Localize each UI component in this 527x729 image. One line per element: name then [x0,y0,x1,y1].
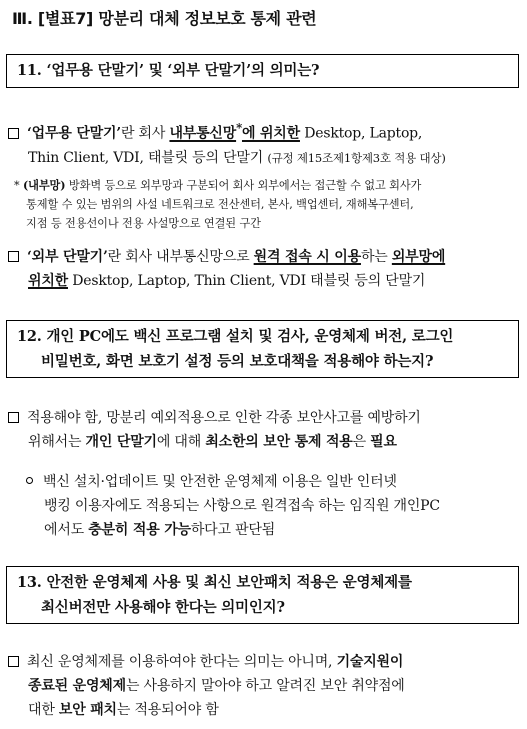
page-title: Ⅲ. [별표7] 망분리 대체 정보보호 통제 관련 [12,9,317,28]
checkbox-icon [8,128,19,139]
checkbox-icon [8,251,19,262]
checkbox-icon [8,412,19,423]
answer-13: 최신 운영체제를 이용하여야 한다는 의미는 아니며, 기술지원이 종료된 운영체제는 사용하지 말아야 하고 알려진 보안 취약점에 대한 보안 패치는 적용되어야 함 [8,650,405,722]
answer-12: 적용해야 함, 망분리 예외적용으로 인한 각종 보안사고를 예방하기 위해서는 개인 단말기에 대해 최소한의 보안 통제 적용은 필요 [8,406,421,454]
question-12: 12. 개인 PC에도 백신 프로그램 설치 및 검사, 운영체제 버전, 로그인 비밀번호, 화면 보호기 설정 등의 보호대책을 적용해야 하는지? [17,328,454,370]
answer-11-item-1: ‘업무용 단말기’란 회사 내부통신망*에 위치한 Desktop, Laptop, Thin Client, VDI, 태블릿 등의 단말기 (규정 제15조제1항제3호 적용 대상) [8,116,446,170]
question-12-box [6,320,519,378]
question-11: 11. ‘업무용 단말기’ 및 ‘외부 단말기’의 의미는? [17,62,320,79]
question-11-box [6,54,519,88]
answer-11-item-2: ‘외부 단말기’란 회사 내부통신망으로 원격 접속 시 이용하는 외부망에 위치한 Desktop, Laptop, Thin Client, VDI 태블릿 등의 단말기 [8,245,445,293]
question-13: 13. 안전한 운영체제 사용 및 최신 보안패치 적용은 운영체제를 최신버전만 사용해야 한다는 의미인지? [17,574,412,616]
circle-bullet-icon [26,477,33,484]
footnote-internal-network: * (내부망) 방화벽 등으로 외부망과 구분되어 회사 외부에서는 접근할 수 없고 회사가 통제할 수 있는 범위의 사설 네트워크로 전산센터, 본사, 백업센터, 재해복구센터, 지점 등 전용선이나 전용 사설망으로 연결된 구간 [14,178,422,230]
checkbox-icon [8,656,19,667]
question-13-box [6,566,519,624]
answer-12-subitem: 백신 설치·업데이트 및 안전한 운영체제 이용은 일반 인터넷 뱅킹 이용자에도 적용되는 사항으로 원격접속 하는 임직원 개인PC 에서도 충분히 적용 가능하다고 판단됨 [26,470,440,542]
